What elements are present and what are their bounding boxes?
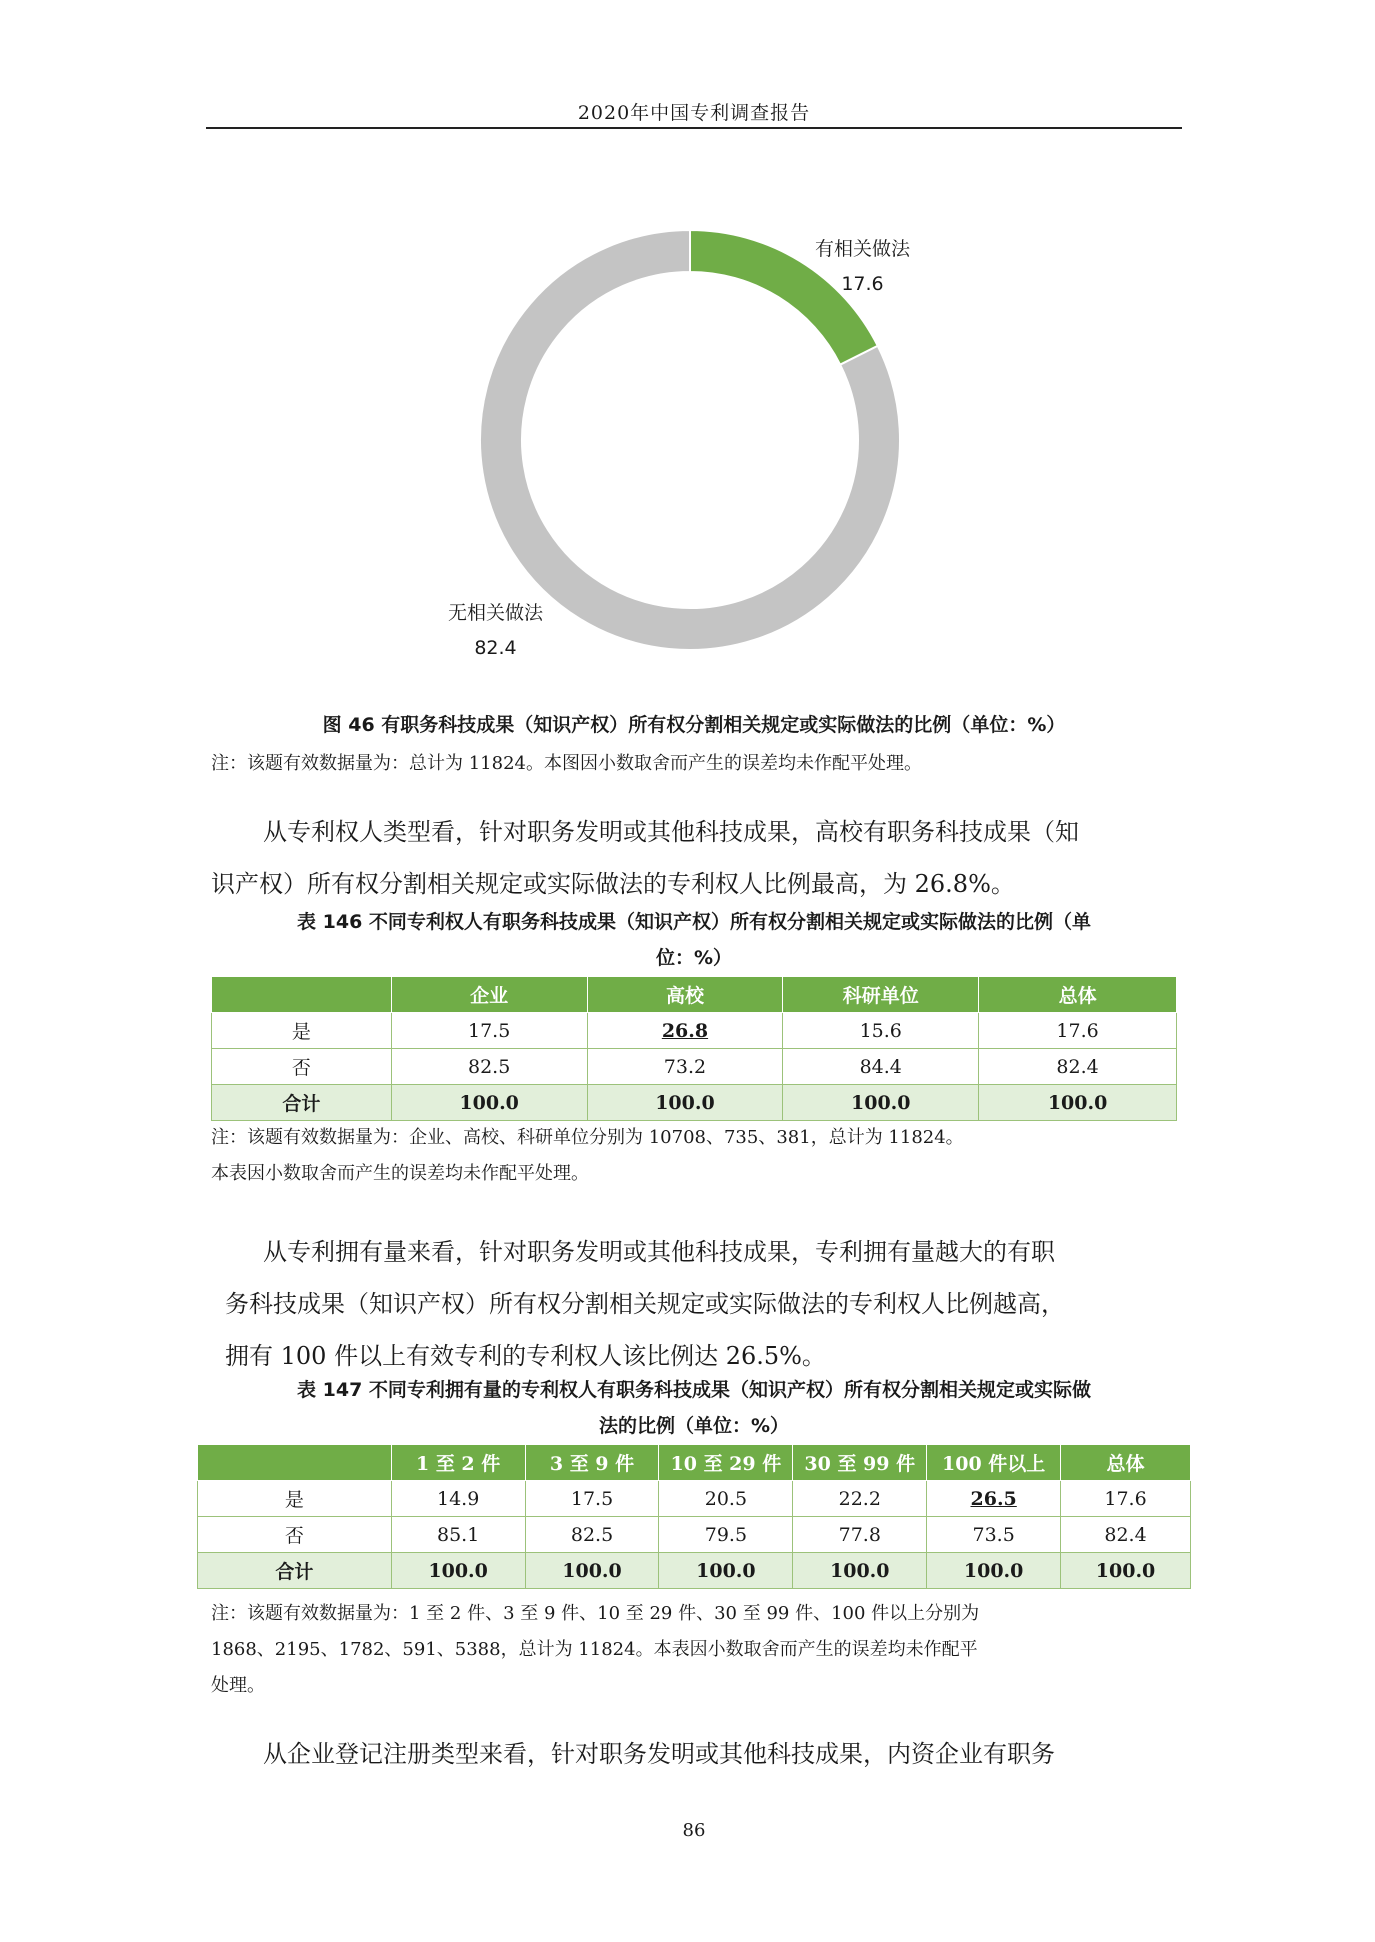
row-label-cell: 是: [212, 1013, 392, 1049]
table-header-cell: 3 至 9 件: [525, 1445, 659, 1481]
table-cell: 15.6: [783, 1013, 979, 1049]
paragraph-1-line-1: 从专利权人类型看，针对职务发明或其他科技成果，高校有职务科技成果（知: [263, 818, 1079, 846]
table-header-cell: 高校: [587, 977, 783, 1013]
highlighted-max-value: 26.8: [661, 1019, 709, 1042]
table-147-note-line-1: 注：该题有效数据量为：1 至 2 件、3 至 9 件、10 至 29 件、30 至 99 件、100 件以上分别为: [211, 1603, 980, 1624]
table-header-row: [212, 977, 1177, 1013]
table-header-cell: 总体: [979, 977, 1177, 1013]
table-cell: 100.0: [525, 1553, 659, 1589]
table-cell: 82.4: [1061, 1517, 1191, 1553]
row-label-cell: 否: [198, 1517, 392, 1553]
paragraph-1-line-2: 识产权）所有权分割相关规定或实际做法的专利权人比例最高，为 26.8%。: [211, 870, 1015, 898]
paragraph-2: [211, 1226, 1183, 1382]
table-cell: 73.5: [927, 1517, 1061, 1553]
table-147-caption: [206, 1372, 1182, 1444]
table-cell: 79.5: [659, 1517, 793, 1553]
table-header-cell: [212, 977, 392, 1013]
table-cell: 77.8: [793, 1517, 927, 1553]
table-cell: 100.0: [391, 1553, 525, 1589]
table-cell: 17.6: [1061, 1481, 1191, 1517]
table-header-cell: 企业: [391, 977, 587, 1013]
slice-label-yes: [815, 232, 910, 302]
table-header-cell: 总体: [1061, 1445, 1191, 1481]
table-cell: 17.5: [525, 1481, 659, 1517]
table-146-note: [211, 1120, 1181, 1192]
table-cell: 14.9: [391, 1481, 525, 1517]
table-row: [212, 1049, 1177, 1085]
table-header-cell: 1 至 2 件: [391, 1445, 525, 1481]
page-header-title: 2020年中国专利调查报告: [577, 102, 811, 124]
table-cell: 17.5: [391, 1013, 587, 1049]
table-146: [211, 976, 1177, 1121]
slice-label-yes-name: 有相关做法: [815, 238, 911, 260]
row-label-cell: 合计: [198, 1553, 392, 1589]
table-header-cell: 100 件以上: [927, 1445, 1061, 1481]
paragraph-2-line-2: 务科技成果（知识产权）所有权分割相关规定或实际做法的专利权人比例越高，: [225, 1290, 1065, 1318]
table-cell: 84.4: [783, 1049, 979, 1085]
table-146-caption-line-2: 位：%）: [655, 947, 733, 969]
table-147: [197, 1444, 1191, 1589]
slice-label-no-name: 无相关做法: [448, 602, 544, 624]
paragraph-2-line-1: 从专利拥有量来看，针对职务发明或其他科技成果，专利拥有量越大的有职: [263, 1238, 1055, 1266]
row-label-cell: 否: [212, 1049, 392, 1085]
table-cell: 82.4: [979, 1049, 1177, 1085]
table-146-note-line-1: 注：该题有效数据量为：企业、高校、科研单位分别为 10708、735、381，总计为 11824。: [211, 1127, 964, 1148]
table-total-row: [198, 1553, 1191, 1589]
table-147-note-line-3: 处理。: [211, 1675, 265, 1696]
table-cell: 100.0: [659, 1553, 793, 1589]
row-label-cell: 合计: [212, 1085, 392, 1121]
table-cell: 100.0: [391, 1085, 587, 1121]
table-cell: 100.0: [783, 1085, 979, 1121]
table-147-note-line-2: 1868、2195、1782、591、5388，总计为 11824。本表因小数取舍而产生的误差均未作配平: [211, 1639, 978, 1660]
page-number: 86: [682, 1820, 706, 1841]
paragraph-1: [211, 806, 1183, 910]
table-cell: 100.0: [979, 1085, 1177, 1121]
table-header-row: [198, 1445, 1191, 1481]
paragraph-2-line-3: 拥有 100 件以上有效专利的专利权人该比例达 26.5%。: [225, 1342, 826, 1370]
paragraph-3: [211, 1728, 1183, 1780]
slice-label-no-value: 82.4: [474, 637, 517, 659]
table-header-cell: 科研单位: [783, 977, 979, 1013]
slice-label-yes-value: 17.6: [841, 273, 884, 295]
table-146-caption-line-1: 表 146 不同专利权人有职务科技成果（知识产权）所有权分割相关规定或实际做法的比例（单: [297, 911, 1091, 933]
table-cell: 17.6: [979, 1013, 1177, 1049]
table-147-note: [211, 1596, 1181, 1704]
highlighted-max-value: 26.5: [970, 1487, 1017, 1510]
slice-label-no: [448, 596, 543, 666]
table-total-row: [212, 1085, 1177, 1121]
table-cell: 100.0: [1061, 1553, 1191, 1589]
table-cell: 100.0: [587, 1085, 783, 1121]
table-147-caption-line-2: 法的比例（单位：%）: [598, 1415, 790, 1437]
table-cell: 73.2: [587, 1049, 783, 1085]
table-header-cell: 10 至 29 件: [659, 1445, 793, 1481]
highlighted-max-cell: [927, 1481, 1061, 1517]
table-cell: 22.2: [793, 1481, 927, 1517]
figure-caption: 图 46 有职务科技成果（知识产权）所有权分割相关规定或实际做法的比例（单位：%）: [322, 714, 1066, 736]
row-label-cell: 是: [198, 1481, 392, 1517]
table-cell: 82.5: [391, 1049, 587, 1085]
table-cell: 100.0: [927, 1553, 1061, 1589]
table-row: [198, 1517, 1191, 1553]
table-header-cell: 30 至 99 件: [793, 1445, 927, 1481]
table-146-note-line-2: 本表因小数取舍而产生的误差均未作配平处理。: [211, 1163, 589, 1184]
table-cell: 20.5: [659, 1481, 793, 1517]
table-147-caption-line-1: 表 147 不同专利拥有量的专利权人有职务科技成果（知识产权）所有权分割相关规定或实际做: [297, 1379, 1091, 1401]
table-cell: 100.0: [793, 1553, 927, 1589]
table-cell: 85.1: [391, 1517, 525, 1553]
table-header-cell: [198, 1445, 392, 1481]
figure-note: 注：该题有效数据量为：总计为 11824。本图因小数取舍而产生的误差均未作配平处理。: [211, 753, 922, 774]
table-row: [212, 1013, 1177, 1049]
paragraph-3-line-1: 从企业登记注册类型来看，针对职务发明或其他科技成果，内资企业有职务: [263, 1740, 1055, 1768]
table-row: [198, 1481, 1191, 1517]
table-cell: 82.5: [525, 1517, 659, 1553]
table-146-caption: [206, 904, 1182, 976]
header-rule: [206, 127, 1182, 129]
highlighted-max-cell: [587, 1013, 783, 1049]
